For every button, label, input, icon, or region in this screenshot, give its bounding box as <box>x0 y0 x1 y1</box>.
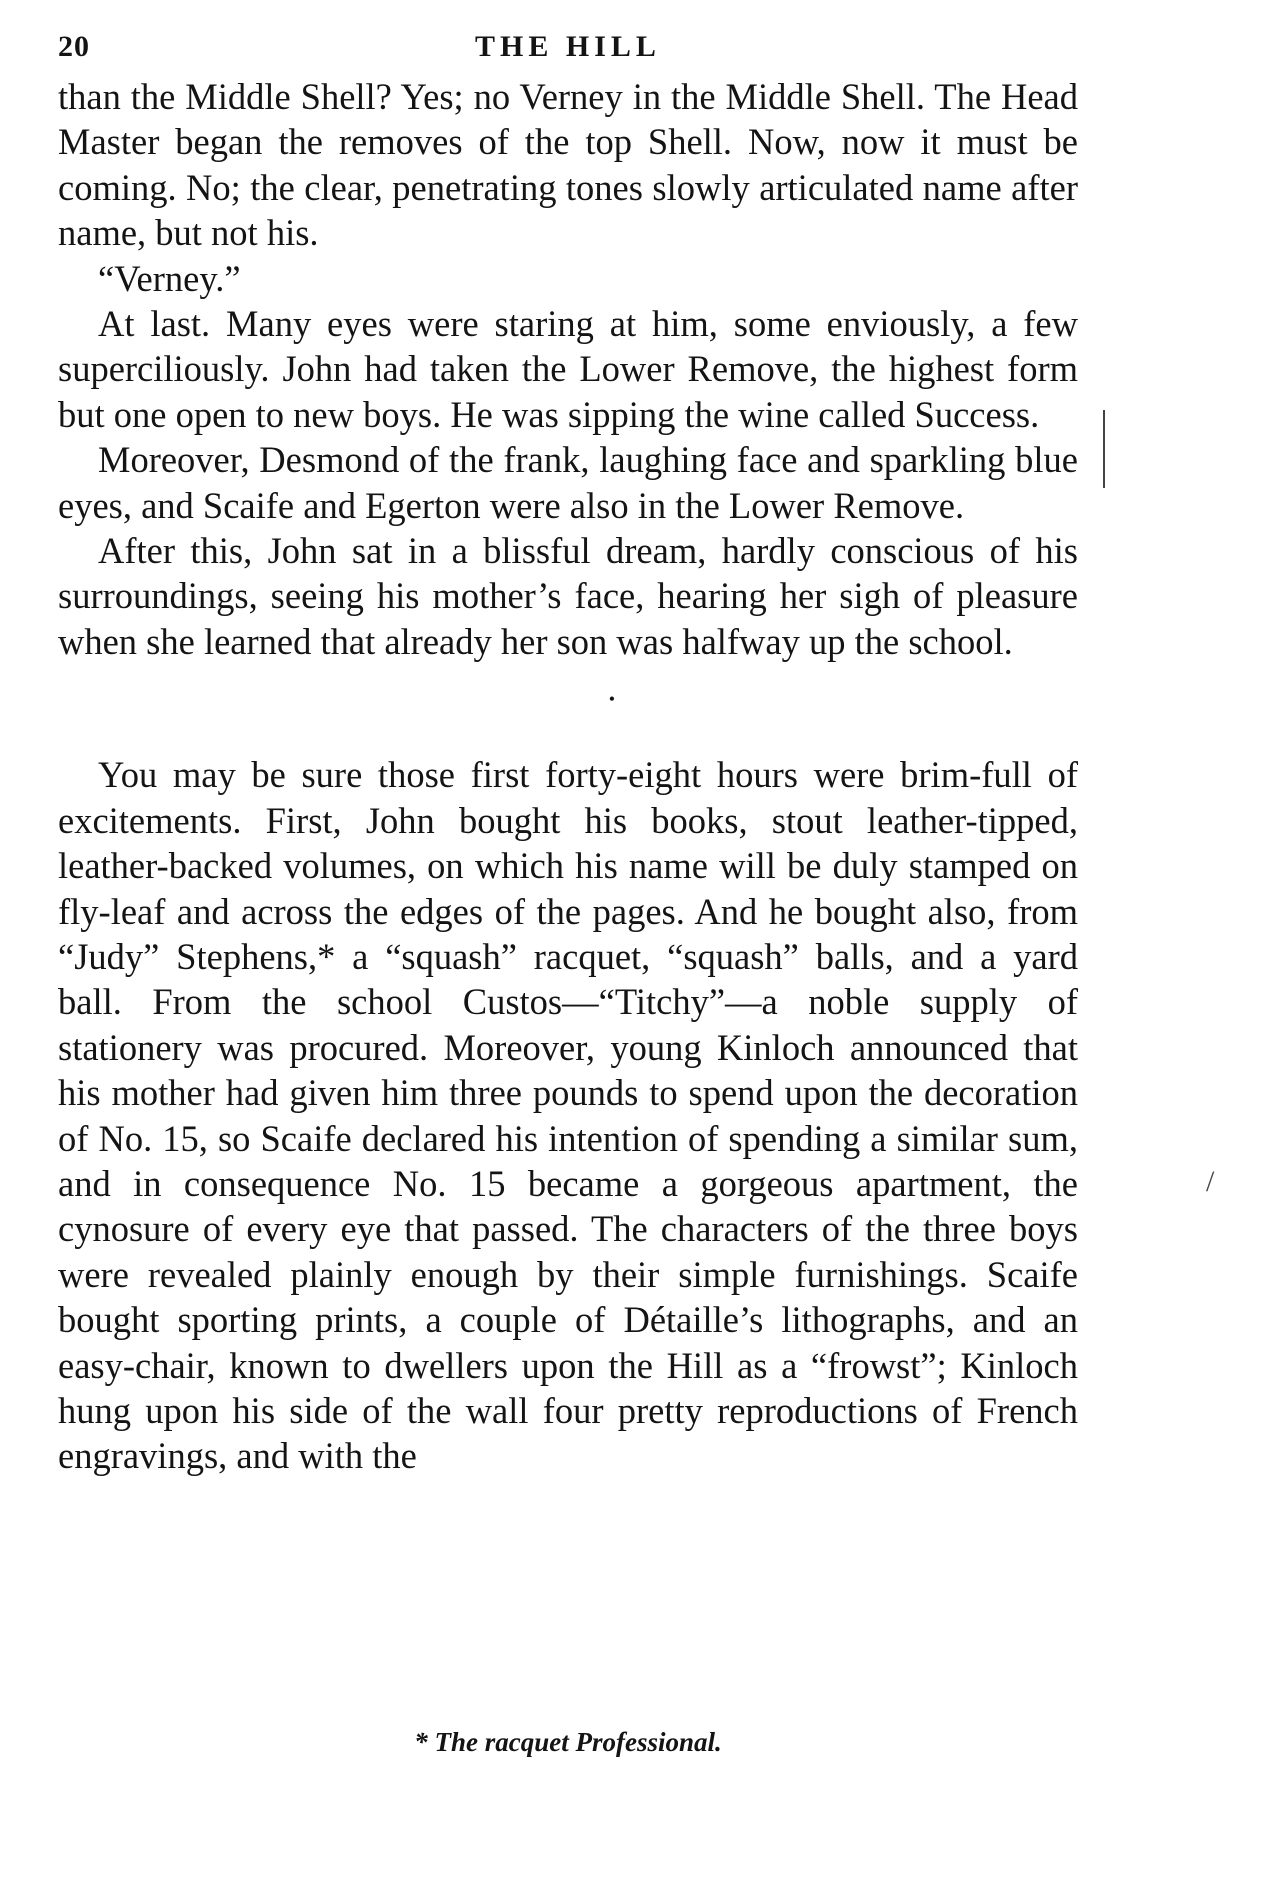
paragraph: After this, John sat in a blissful dream, hardly conscious of his surroundings, seeing his mother’s face, hearing her sigh of pleasure when she learned that already her son was halfway up the school. <box>58 530 1078 662</box>
paragraph: You may be sure those first forty-eight hours were brim-full of excitements. First, John bought his books, stout leather-tipped, leather-backed volumes, on which his name will be duly stamped on fly-leaf and across the edges of the pages. And he bought also, from “Judy” Stephens,* a “squash” racquet, “squash” balls, and a yard ball. From the school Custos—“Titchy”—a noble supply of stationery was procured. Moreover, young Kinloch announced that his mother had given him three pounds to spend upon the decoration of No. 15, so Scaife declared his intention of spending a similar sum, and in consequence No. 15 became a gorgeous apartment, the cynosure of every eye that passed. The characters of the three boys were revealed plainly enough by their simple furnishings. Scaife bought sporting prints, a couple of Détaille’s lithographs, and an easy-chair, known to dwellers upon the Hill as a “frowst”; Kinloch hung upon his side of the wall four pretty reproductions of French engravings, and with the <box>58 754 1078 1477</box>
paragraph: “Verney.” <box>98 257 241 299</box>
paragraph: than the Middle Shell? Yes; no Verney in the Middle Shell. The Head Master began the removes of the top Shell. Now, now it must be coming. No; the clear, penetrating tones slowly articulated name after name, but not his. <box>58 76 1078 254</box>
section-break <box>58 664 1078 752</box>
section-break-mark: • <box>608 689 616 710</box>
body-text <box>58 74 1078 1479</box>
running-title: THE HILL <box>475 30 661 63</box>
paragraph: At last. Many eyes were staring at him, some enviously, a few superciliously. John had taken the Lower Remove, the highest form but one open to new boys. He was sipping the wine called Success. <box>58 303 1078 435</box>
margin-mark: / <box>1206 1165 1215 1198</box>
page-number: 20 <box>58 30 90 63</box>
footnote: * The racquet Professional. <box>414 1727 722 1757</box>
paragraph: Moreover, Desmond of the frank, laughing face and sparkling blue eyes, and Scaife and Egerton were also in the Lower Remove. <box>58 439 1078 526</box>
running-head <box>58 30 1078 70</box>
margin-mark <box>1103 410 1105 488</box>
